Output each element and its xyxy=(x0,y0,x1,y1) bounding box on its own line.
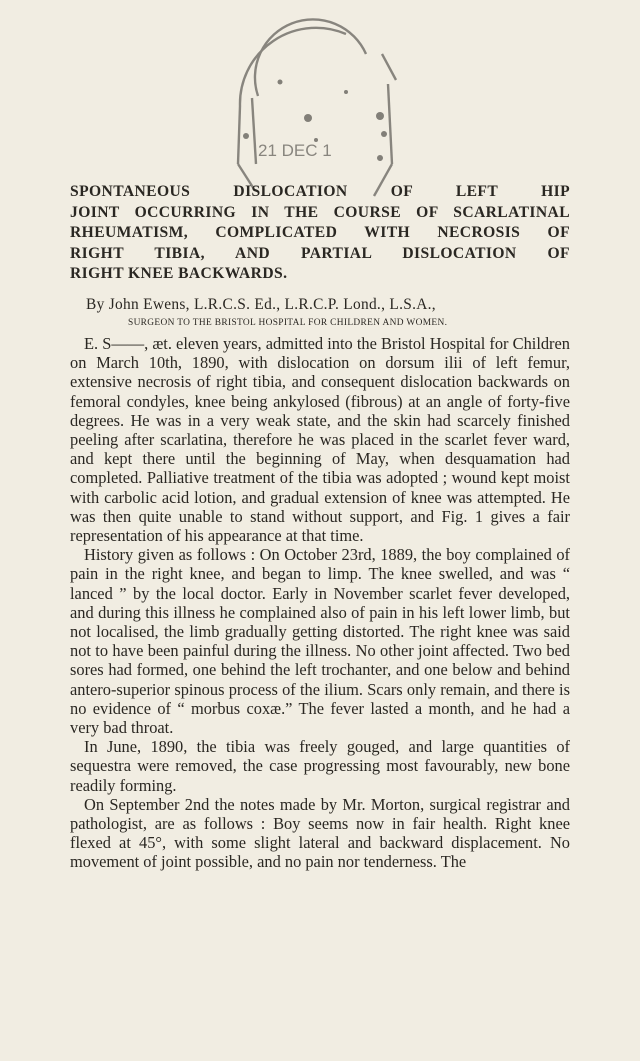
stamp-date: 21 DEC 1 xyxy=(258,141,332,160)
article-body xyxy=(70,334,570,872)
paragraph: In June, 1890, the tibia was freely gouged, and large quantities of sequestra were removed, the case progressing most favourably, new bone readily forming. xyxy=(70,737,570,795)
title-line: SPONTANEOUS DISLOCATION OF LEFT HIP xyxy=(70,183,570,200)
paragraph: E. S——, æt. eleven years, admitted into the Bristol Hospital for Children on March 10th, 1890, with dislocation on dorsum ilii of left femur, extensive necrosis of right tibia, and consequent dislocation backwards on femoral condyles, knee being ankylosed (fibrous) at an angle of forty-five degrees. He was in a very weak state, and the skin had scarcely finished peeling after scarlatina, therefore he was placed in the scarlet fever ward, and kept there until the beginning of May, when desquamation had completed. Palliative treatment of the tibia was adopted ; wound kept moist with carbolic acid lotion, and gradual extension of knee was attempted. He was then quite unable to stand without support, and Fig. 1 gives a fair representation of his appearance at that time. xyxy=(70,334,570,546)
author-affiliation: SURGEON TO THE BRISTOL HOSPITAL FOR CHILDREN AND WOMEN. xyxy=(128,318,448,328)
author-byline: By John Ewens, L.R.C.S. Ed., L.R.C.P. Lond., L.S.A., xyxy=(86,296,436,313)
title-line: RIGHT KNEE BACKWARDS. xyxy=(70,265,288,283)
article-title xyxy=(70,182,570,285)
paragraph: On September 2nd the notes made by Mr. Morton, surgical registrar and pathologist, are as follows : Boy seems now in fair health. Right knee flexed at 45°, with some slight lateral and backward displacement. No movement of joint possible, and no pain nor tenderness. The xyxy=(70,794,570,872)
title-line: RIGHT TIBIA, AND PARTIAL DISLOCATION OF xyxy=(70,244,570,262)
title-line: RHEUMATISM, COMPLICATED WITH NECROSIS OF xyxy=(70,224,570,242)
title-line: JOINT OCCURRING IN THE COURSE OF SCARLATINAL xyxy=(70,203,570,221)
paragraph: History given as follows : On October 23rd, 1889, the boy complained of pain in the right knee, and began to limp. The knee swelled, and was “ lanced ” by the local doctor. Early in November scarlet fever developed, and during this illness he complained also of pain in his left lower limb, but not localised, the limb gradually getting distorted. The right knee was said not to have been painful during the illness. No other joint affected. Two bed sores had formed, one behind the left trochanter, and one below and behind antero-superior spinous process of the ilium. Scars only remain, and there is no evidence of “ morbus coxæ.” The fever lasted a month, and he had a very bad throat. xyxy=(70,545,570,738)
